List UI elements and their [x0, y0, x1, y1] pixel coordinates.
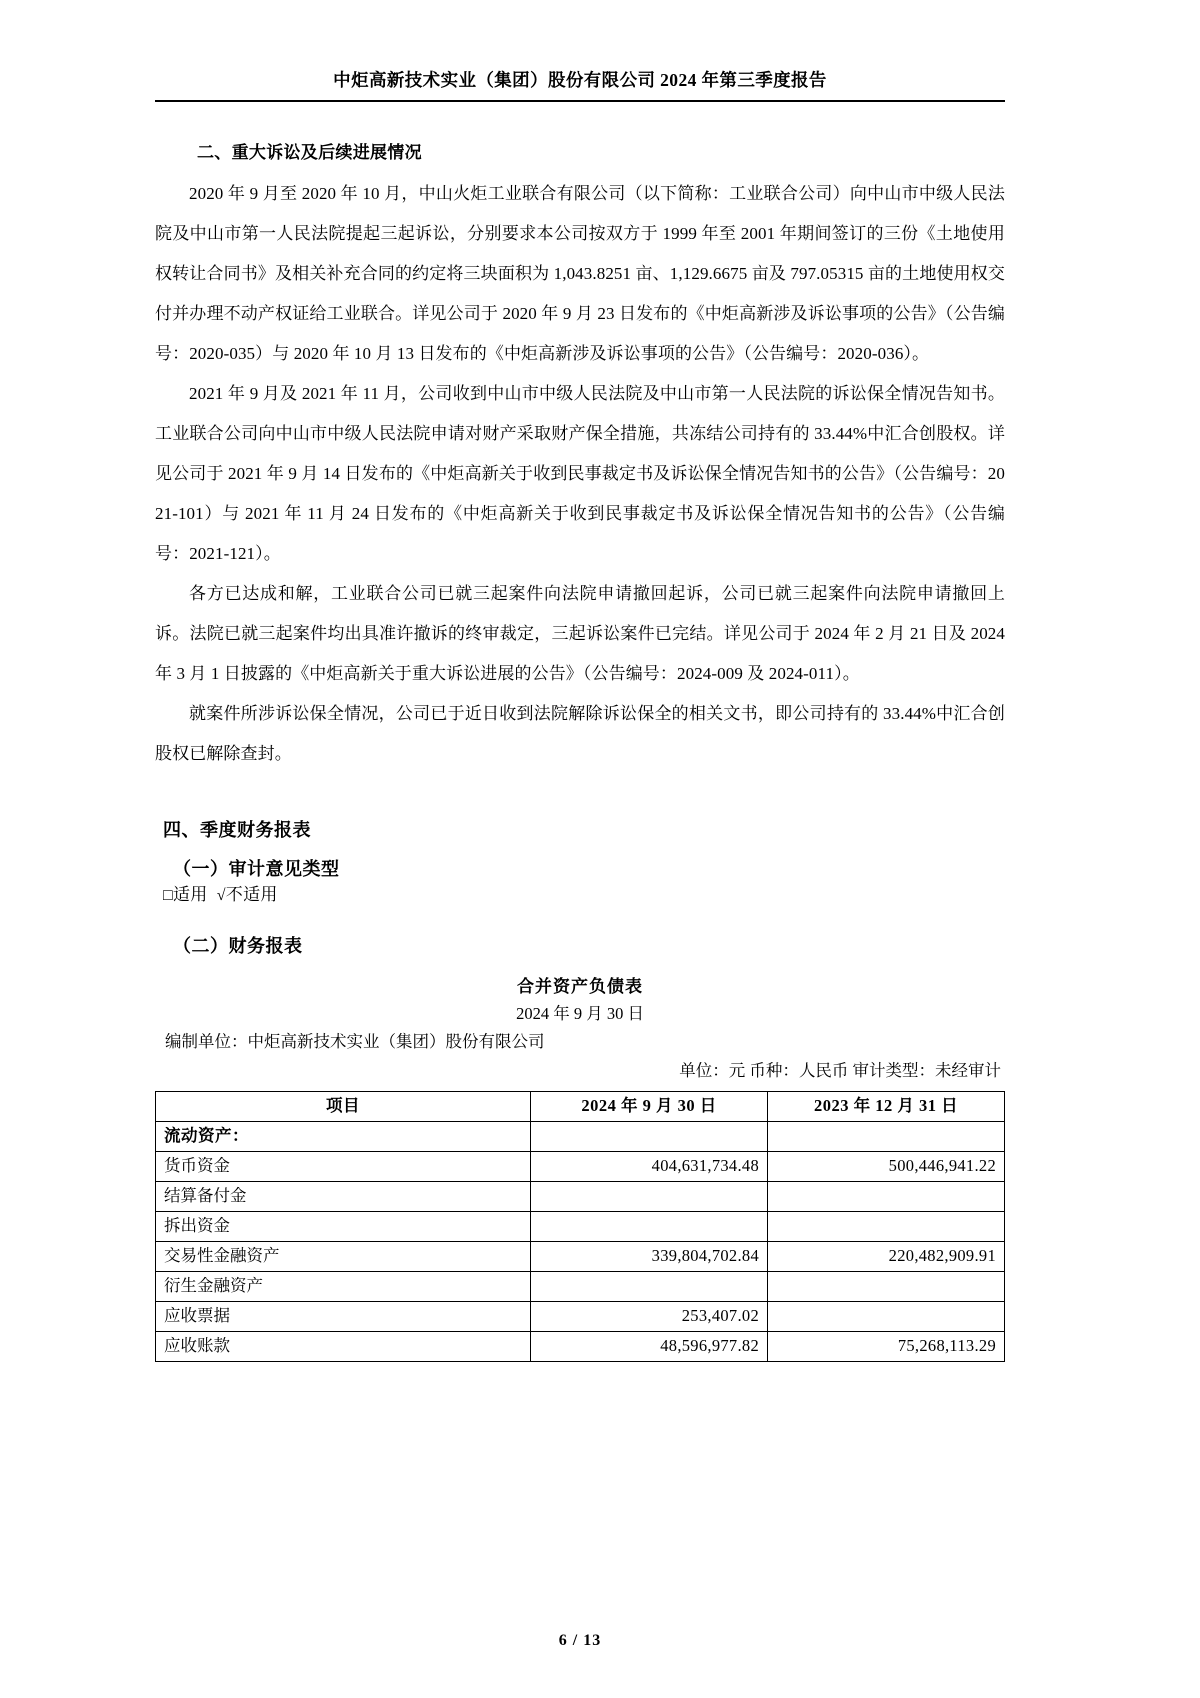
litigation-paragraph-3: 各方已达成和解，工业联合公司已就三起案件向法院申请撤回起诉，公司已就三起案件向法院申请撤回上诉。法院已就三起案件均出具准许撤诉的终审裁定，三起诉讼案件已完结。详见公司于 2024 年 2 月 21 日及 2024 年 3 月 1 日披露的《中炬高新关于重大诉讼进展的公告》（公告编号：2024-009 及 2024-011）。 — [155, 583, 1005, 683]
balance-sheet-table-head — [156, 1092, 1005, 1122]
row-item-label: 结算备付金 — [156, 1182, 531, 1212]
row-value-2023 — [768, 1272, 1005, 1302]
row-item-label: 衍生金融资产 — [156, 1272, 531, 1302]
column-header-item: 项目 — [156, 1092, 531, 1122]
balance-sheet-table-body — [156, 1122, 1005, 1362]
litigation-section-heading: 二、重大诉讼及后续进展情况 — [197, 143, 422, 162]
subsection-spacer — [155, 908, 1005, 934]
row-value-2024: 404,631,734.48 — [531, 1152, 768, 1182]
row-value-2024 — [531, 1212, 768, 1242]
row-value-2023 — [768, 1212, 1005, 1242]
balance-sheet-preparer — [155, 1028, 1005, 1057]
row-value-2024: 339,804,702.84 — [531, 1242, 768, 1272]
litigation-paragraph-2: 2021 年 9 月及 2021 年 11 月，公司收到中山市中级人民法院及中山市第一人民法院的诉讼保全情况告知书。工业联合公司向中山市中级人民法院申请对财产采取财产保全措施，共冻结公司持有的 33.44%中汇合创股权。详见公司于 2021 年 9 月 14 日发布的《中炬高新关于收到民事裁定书及诉讼保全情况告知书的公告》（公告编号：2021-101）与 2021 年 11 月 24 日发布的《中炬高新关于收到民事裁定书及诉讼保全情况告知书的公告》（公告编号：2021-121）。 — [155, 383, 1005, 563]
audit-opinion-applicability — [155, 882, 1005, 908]
row-value-2024: 253,407.02 — [531, 1302, 768, 1332]
audit-opinion-heading: （一）审计意见类型 — [173, 858, 340, 879]
balance-sheet-meta: 单位：元 币种：人民币 审计类型：未经审计 — [679, 1061, 1001, 1081]
document-running-header — [155, 70, 1005, 91]
table-row — [156, 1302, 1005, 1332]
row-value-2023: 500,446,941.22 — [768, 1152, 1005, 1182]
financial-statements-heading: （二）财务报表 — [173, 935, 303, 956]
financial-statements-section-heading: 四、季度财务报表 — [163, 819, 311, 840]
row-value-2024 — [531, 1122, 768, 1152]
table-row — [156, 1152, 1005, 1182]
row-value-2023 — [768, 1302, 1005, 1332]
column-header-2024: 2024 年 9 月 30 日 — [531, 1092, 768, 1122]
not-applicable-label: 不适用 — [225, 884, 278, 904]
row-item-label: 货币资金 — [156, 1152, 531, 1182]
not-applicable-checkmark-icon[interactable]: √ — [216, 886, 226, 904]
row-value-2023 — [768, 1122, 1005, 1152]
row-value-2024: 48,596,977.82 — [531, 1332, 768, 1362]
table-row — [156, 1122, 1005, 1152]
row-value-2024 — [531, 1182, 768, 1212]
section-spacer — [155, 774, 1005, 818]
table-row — [156, 1212, 1005, 1242]
row-value-2023: 75,268,113.29 — [768, 1332, 1005, 1362]
table-row — [156, 1182, 1005, 1212]
table-row — [156, 1272, 1005, 1302]
applicable-label: 适用 — [172, 884, 208, 904]
page-number: 6 / 13 — [558, 1632, 602, 1649]
running-header-title: 中炬高新技术实业（集团）股份有限公司 2024 年第三季度报告 — [333, 70, 827, 90]
row-item-label: 应收账款 — [156, 1332, 531, 1362]
row-item-label: 拆出资金 — [156, 1212, 531, 1242]
balance-sheet-title: 合并资产负债表 — [517, 977, 643, 997]
row-value-2023 — [768, 1182, 1005, 1212]
table-row — [156, 1242, 1005, 1272]
balance-sheet-date: 2024 年 9 月 30 日 — [516, 1004, 644, 1024]
table-row — [156, 1332, 1005, 1362]
litigation-paragraph-4: 就案件所涉诉讼保全情况，公司已于近日收到法院解除诉讼保全的相关文书，即公司持有的 33.44%中汇合创股权已解除查封。 — [155, 703, 1005, 763]
balance-sheet-table — [155, 1091, 1005, 1362]
row-item-label: 应收票据 — [156, 1302, 531, 1332]
column-header-2023: 2023 年 12 月 31 日 — [768, 1092, 1005, 1122]
preparer-name: 中炬高新技术实业（集团）股份有限公司 — [247, 1032, 545, 1052]
header-divider-rule — [155, 100, 1005, 102]
litigation-paragraph-1: 2020 年 9 月至 2020 年 10 月，中山火炬工业联合有限公司（以下简称：工业联合公司）向中山市中级人民法院及中山市第一人民法院提起三起诉讼，分别要求本公司按双方于 1999 年至 2001 年期间签订的三份《土地使用权转让合同书》及相关补充合同的约定将三块面积为 1,043.8251 亩、1,129.6675 亩及 797.05315 亩的土地使用权交付并办理不动产权证给工业联合。详见公司于 2020 年 9 月 23 日发布的《中炬高新涉及诉讼事项的公告》（公告编号：2020-035）与 2020 年 10 月 13 日发布的《中炬高新涉及诉讼事项的公告》（公告编号：2020-036）。 — [155, 183, 1005, 363]
applicable-checkbox[interactable]: □ — [163, 886, 173, 904]
row-value-2024 — [531, 1272, 768, 1302]
document-body — [155, 140, 1005, 1362]
page-footer — [155, 1632, 1005, 1650]
statement-spacer — [155, 959, 1005, 973]
preparer-label: 编制单位： — [165, 1032, 248, 1052]
heading-spacer — [155, 843, 1005, 857]
row-value-2023: 220,482,909.91 — [768, 1242, 1005, 1272]
row-item-label: 交易性金融资产 — [156, 1242, 531, 1272]
row-group-label: 流动资产： — [156, 1122, 531, 1152]
table-header-row — [156, 1092, 1005, 1122]
